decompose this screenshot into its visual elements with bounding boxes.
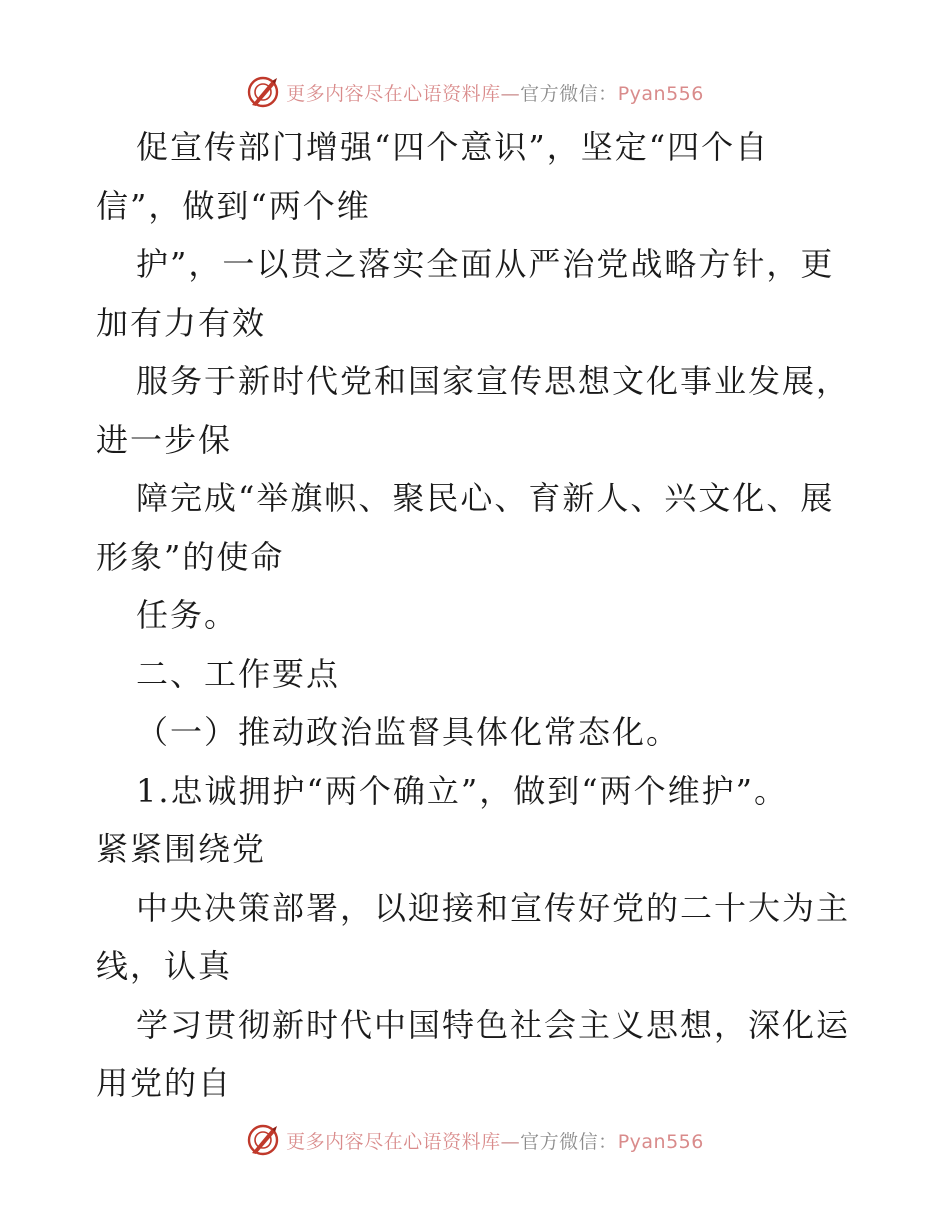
body-line: 服务于新时代党和国家宣传思想文化事业发展， [136, 362, 851, 400]
body-line: 用党的自 [96, 1064, 233, 1102]
footer-banner-text [286, 1127, 704, 1154]
header-banner-separator: — [500, 82, 521, 105]
header-banner [0, 70, 950, 114]
body-line: 线，认真 [96, 947, 233, 985]
body-line: 形象”的使命 [96, 537, 285, 576]
body-line: 促宣传部门增强“四个意识”，坚定“四个自 [136, 128, 770, 166]
body-line: 信”，做到“两个维 [96, 186, 371, 225]
header-banner-text [286, 79, 704, 106]
header-banner-wechat-id: Pyan556 [617, 82, 704, 105]
subsection-heading: （一）推动政治监督具体化常态化。 [136, 713, 681, 751]
body-line: 中央决策部署，以迎接和宣传好党的二十大为主 [136, 888, 851, 927]
body-line: 学习贯彻新时代中国特色社会主义思想，深化运 [136, 1005, 851, 1044]
footer-banner [0, 1118, 950, 1162]
header-banner-wechat-label: 官方微信： [520, 82, 618, 105]
body-line: 1.忠诚拥护“两个确立”，做到“两个维护”。 [136, 771, 788, 810]
body-line: 障完成“举旗帜、聚民心、育新人、兴文化、展 [136, 479, 835, 517]
quill-pen-circle-icon [246, 75, 280, 109]
quill-pen-circle-icon [246, 1123, 280, 1157]
body-line: 进一步保 [96, 420, 233, 459]
document-body [96, 118, 856, 1113]
body-line: 紧紧围绕党 [96, 830, 267, 868]
body-line: 加有力有效 [96, 303, 267, 342]
header-banner-title: 更多内容尽在心语资料库 [286, 82, 501, 105]
section-heading: 二、工作要点 [136, 654, 341, 693]
body-line: 护”，一以贯之落实全面从严治党战略方针，更 [136, 245, 835, 283]
footer-banner-wechat-id: Pyan556 [617, 1130, 704, 1153]
footer-banner-title: 更多内容尽在心语资料库 [286, 1130, 501, 1153]
body-line: 任务。 [136, 596, 239, 634]
footer-banner-separator: — [500, 1130, 521, 1153]
footer-banner-wechat-label: 官方微信： [520, 1130, 618, 1153]
